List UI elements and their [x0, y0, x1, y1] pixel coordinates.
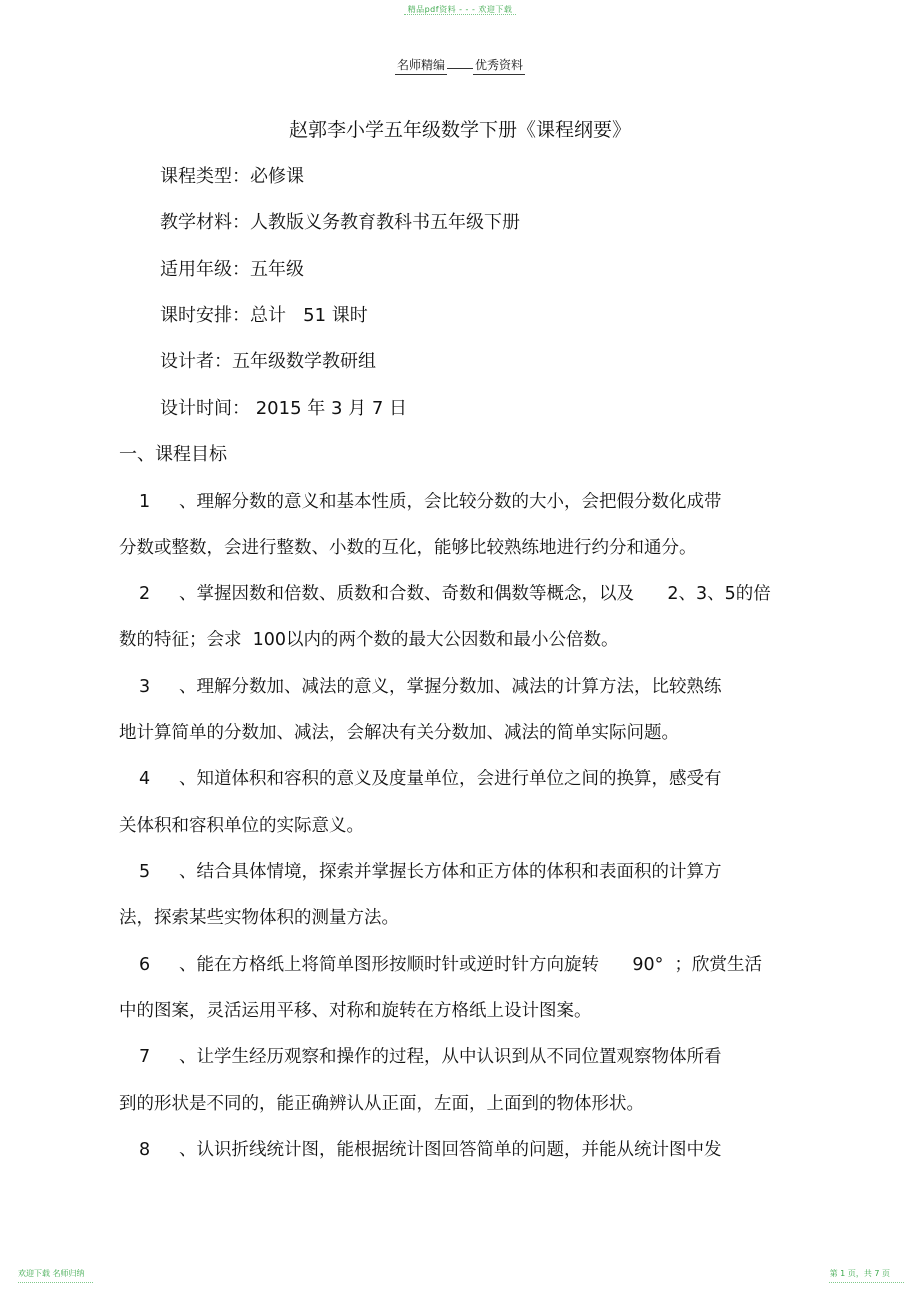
- goal-4-line1: [139, 765, 722, 790]
- goal-4-line2: 关体积和容积单位的实际意义。: [119, 816, 364, 836]
- goal-7-number: 7: [139, 1047, 151, 1067]
- goal-6-line1: [139, 951, 762, 976]
- goal-6-line2: 中的图案，灵活运用平移、对称和旋转在方格纸上设计图案。: [119, 1001, 592, 1021]
- goal-3-text: 、理解分数加、减法的意义，掌握分数加、减法的计算方法，比较熟练: [179, 677, 722, 697]
- top-watermark-dots: [404, 14, 516, 15]
- section-heading: 一、课程目标: [119, 444, 227, 465]
- goal-7-line1: [139, 1043, 722, 1068]
- goal-1-text: 、理解分数的意义和基本性质，会比较分数的大小，会把假分数化成带: [179, 492, 722, 512]
- header-left: 名师精编: [395, 56, 447, 75]
- goal-2-text: 、掌握因数和倍数、质数和合数、奇数和偶数等概念，以及 2、3、5的倍: [179, 584, 771, 604]
- goal-8-text: 、认识折线统计图，能根据统计图回答简单的问题，并能从统计图中发: [179, 1140, 722, 1160]
- footer-right-dots: [829, 1282, 904, 1283]
- goal-4-text: 、知道体积和容积的意义及度量单位，会进行单位之间的换算，感受有: [179, 769, 722, 789]
- goal-7-text: 、让学生经历观察和操作的过程，从中认识到从不同位置观察物体所看: [179, 1047, 722, 1067]
- goal-5-line2: 法，探索某些实物体积的测量方法。: [119, 908, 399, 928]
- goal-2-line2: 数的特征；会求 100以内的两个数的最大公因数和最小公倍数。: [119, 630, 619, 650]
- meta-materials: 教学材料：人教版义务教育教科书五年级下册: [160, 212, 520, 233]
- goal-1-line2: 分数或整数，会进行整数、小数的互化，能够比较熟练地进行约分和通分。: [119, 538, 697, 558]
- meta-course-type: 课程类型：必修课: [160, 166, 304, 187]
- goal-8-line1: [139, 1136, 722, 1161]
- top-watermark: 精品pdf资料 - - - 欢迎下载: [407, 5, 513, 14]
- goal-6-text: 、能在方格纸上将简单图形按顺时针或逆时针方向旋转 90° ；欣赏生活: [179, 955, 763, 975]
- goal-3-line2: 地计算简单的分数加、减法，会解决有关分数加、减法的简单实际问题。: [119, 723, 679, 743]
- footer-left: 欢迎下载 名师归纳: [18, 1269, 85, 1278]
- goal-4-number: 4: [139, 769, 151, 789]
- goal-3-number: 3: [139, 677, 151, 697]
- goal-7-line2: 到的形状是不同的，能正确辨认从正面，左面，上面到的物体形状。: [119, 1094, 644, 1114]
- meta-designer: 设计者：五年级数学教研组: [160, 351, 376, 372]
- goal-3-line1: [139, 673, 722, 698]
- page-header: [0, 56, 920, 75]
- goal-2-line1: [139, 580, 771, 605]
- meta-grade: 适用年级：五年级: [160, 259, 304, 280]
- goal-1-line1: [139, 488, 722, 513]
- goal-8-number: 8: [139, 1140, 151, 1160]
- goal-1-number: 1: [139, 492, 151, 512]
- goal-5-number: 5: [139, 862, 151, 882]
- goal-5-line1: [139, 858, 722, 883]
- goal-2-number: 2: [139, 584, 151, 604]
- meta-date: 设计时间： 2015 年 3 月 7 日: [160, 398, 408, 419]
- goal-5-text: 、结合具体情境，探索并掌握长方体和正方体的体积和表面积的计算方: [179, 862, 722, 882]
- footer-page-number: 第 1 页，共 7 页: [829, 1269, 890, 1278]
- footer-left-dots: [18, 1282, 93, 1283]
- document-title: 赵郭李小学五年级数学下册《课程纲要》: [288, 119, 631, 141]
- header-gap: [447, 67, 473, 69]
- meta-hours: 课时安排：总计 51 课时: [160, 305, 368, 326]
- header-right: 优秀资料: [473, 56, 525, 75]
- goal-6-number: 6: [139, 955, 151, 975]
